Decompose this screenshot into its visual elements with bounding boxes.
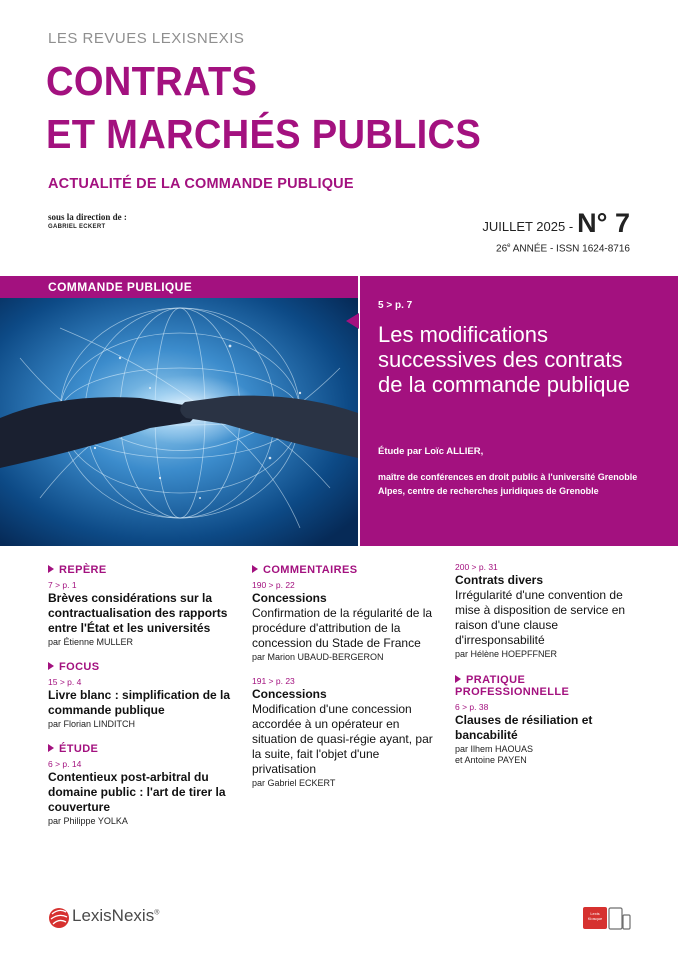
heading-line: PROFESSIONNELLE <box>455 686 570 698</box>
item-author: par Hélène HOEPFFNER <box>455 649 558 659</box>
journal-title-line1: CONTRATS <box>46 58 258 104</box>
cover-photo-globe-handshake <box>0 298 358 546</box>
heading-line: PRATIQUE <box>466 674 526 686</box>
item-author: par Étienne MULLER <box>48 637 134 647</box>
item-description: Irrégularité d'une convention de mise à disposition de service en raison d'une clause d'irresponsabilité <box>455 588 626 647</box>
lexisnexis-logo-icon <box>48 905 70 929</box>
column-left <box>48 564 238 827</box>
panel-pointer <box>346 313 359 329</box>
issue-info <box>496 243 630 254</box>
feature-panel <box>358 276 678 546</box>
direction-label: sous la direction de : <box>48 212 127 222</box>
issue-number: N° 7 <box>577 208 630 238</box>
item-title[interactable]: Concessions <box>252 591 327 605</box>
item-ref[interactable]: 200 > p. 31 <box>455 562 498 572</box>
issue-row <box>482 210 630 237</box>
logo-text: LexisNexis <box>72 906 155 925</box>
rubric-label: COMMANDE PUBLIQUE <box>48 280 193 294</box>
item-author: par Marion UBAUD-BERGERON <box>252 652 384 662</box>
section-heading-commentaires: COMMENTAIRES <box>252 564 438 576</box>
item-description: Confirmation de la régularité de la procédure d'attribution de la concession du Stade de France <box>252 606 433 650</box>
item-author: par Gabriel ECKERT <box>252 778 336 788</box>
item-author: et Antoine PAYEN <box>455 755 527 765</box>
item-description: Modification d'une concession accordée à un opérateur en situation de quasi-régie ayant, par la suite, fait l'objet d'une privatisation <box>252 702 433 776</box>
issue-date: JUILLET 2025 - <box>482 219 574 234</box>
item-title[interactable]: Brèves considérations sur la contractualisation des rapports entre l'État et les universités <box>48 591 228 635</box>
item-author: par Philippe YOLKA <box>48 816 128 826</box>
item-title[interactable]: Contentieux post-arbitral du domaine public : l'art de tirer la couverture <box>48 770 226 814</box>
year-number: 26 <box>496 243 508 255</box>
section-heading-pratique <box>455 674 635 698</box>
section-heading-etude: ÉTUDE <box>48 743 238 755</box>
item-title[interactable]: Livre blanc : simplification de la commande publique <box>48 688 231 717</box>
item-ref[interactable]: 15 > p. 4 <box>48 677 82 687</box>
devices-icon <box>608 906 632 932</box>
item-ref[interactable]: 7 > p. 1 <box>48 580 77 590</box>
lexisnexis-logo-text <box>72 906 159 926</box>
feature-author: Étude par Loïc ALLIER, <box>378 446 484 457</box>
item-title[interactable]: Concessions <box>252 687 327 701</box>
journal-title-line2: ET MARCHÉS PUBLICS <box>46 111 482 157</box>
section-heading-focus: FOCUS <box>48 661 238 673</box>
director-name: GABRIEL ECKERT <box>48 224 106 230</box>
item-author: par Florian LINDITCH <box>48 719 136 729</box>
item-ref[interactable]: 191 > p. 23 <box>252 676 295 686</box>
kiosque-badge-label: Lexis Kiosque <box>587 911 603 921</box>
series-name: LES REVUES LEXISNEXIS <box>48 30 245 47</box>
column-middle <box>252 564 438 789</box>
feature-ref[interactable]: 5 > p. 7 <box>378 300 413 311</box>
column-right <box>455 562 635 766</box>
year-suffix: e <box>507 243 511 249</box>
item-title[interactable]: Contrats divers <box>455 573 544 587</box>
globe-handshake-illustration <box>0 298 358 546</box>
item-ref[interactable]: 190 > p. 22 <box>252 580 295 590</box>
section-heading-repere: REPÈRE <box>48 564 238 576</box>
item-title[interactable]: Clauses de résiliation et bancabilité <box>455 713 593 742</box>
item-ref[interactable]: 6 > p. 38 <box>455 702 489 712</box>
year-issn: ANNÉE - ISSN 1624-8716 <box>510 243 630 255</box>
item-ref[interactable]: 6 > p. 14 <box>48 759 82 769</box>
feature-affiliation: maître de conférences en droit public à l'université Grenoble Alpes, centre de recherches juridiques de Grenoble <box>378 472 638 496</box>
logo-registered: ® <box>154 909 160 917</box>
item-author: par Ilhem HAOUAS <box>455 744 534 754</box>
feature-title[interactable]: Les modifications successives des contrats de la commande publique <box>378 322 630 397</box>
journal-subtitle: ACTUALITÉ DE LA COMMANDE PUBLIQUE <box>48 176 354 192</box>
